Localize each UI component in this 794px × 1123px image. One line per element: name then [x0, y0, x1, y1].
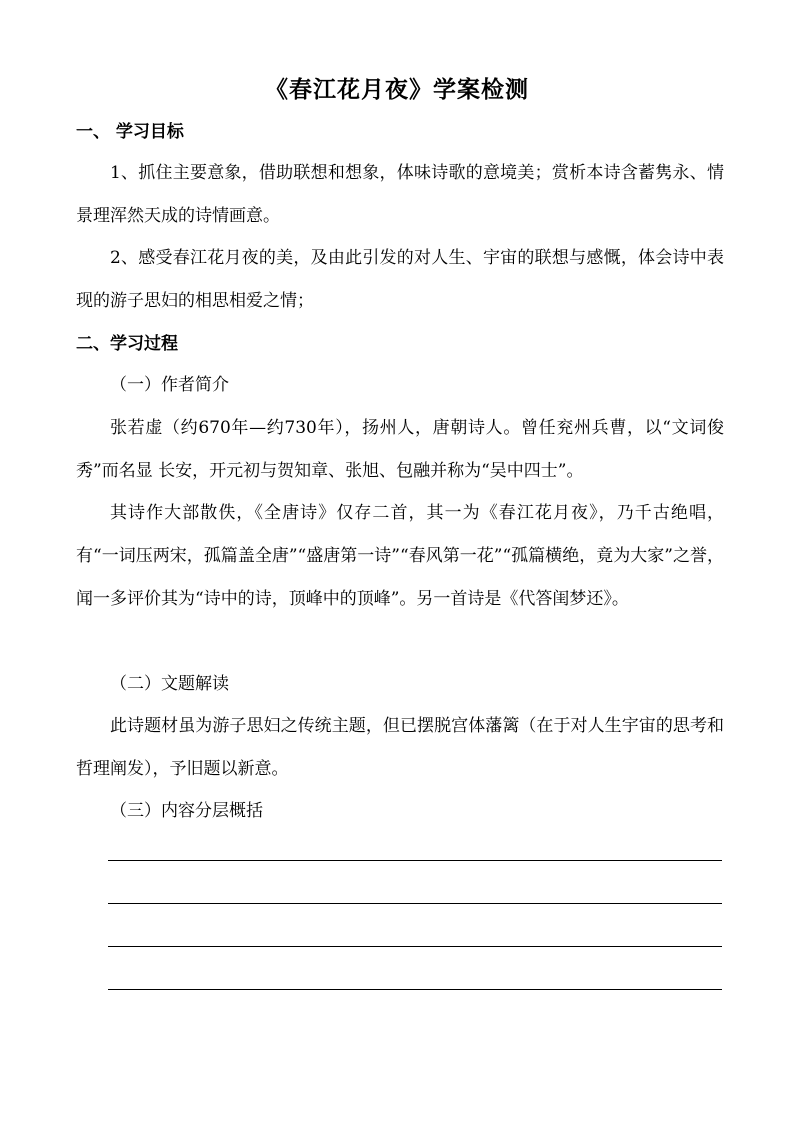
document-title: 《春江花月夜》学案检测: [265, 76, 529, 103]
section-heading-learning-process: 二、学习过程: [76, 334, 178, 354]
title-interpretation-paragraph: 此诗题材虽为游子思妇之传统主题，但已摆脱宫体藩篱（在于对人生宇宙的思考和哲理阐发），予旧题以新意。: [76, 716, 724, 779]
section-heading-learning-goals: 一、 学习目标: [76, 122, 184, 142]
author-intro-paragraph-2: 其诗作大部散佚，《全唐诗》仅存二首，其一为《春江花月夜》，乃千古绝唱，有“一词压两宋，孤篇盖全唐”“盛唐第一诗”“春风第一花”“孤篇横绝，竟为大家”之誉，闻一多评价其为“诗中的诗，顶峰中的顶峰”。另一首诗是《代答闺梦还》。: [76, 503, 724, 609]
subheading-author-intro: （一）作者简介: [110, 375, 229, 395]
answer-line: [108, 946, 722, 947]
subheading-content-summary: （三）内容分层概括: [110, 801, 263, 821]
author-intro-paragraph-1: 张若虚（约670年—约730年），扬州人，唐朝诗人。曾任兖州兵曹，以“文词俊秀”而名显 长安，开元初与贺知章、张旭、包融并称为“吴中四士”。: [76, 418, 724, 481]
learning-goal-2: 2、感受春江花月夜的美，及由此引发的对人生、宇宙的联想与感慨，体会诗中表现的游子思妇的相思相爱之情；: [76, 248, 724, 311]
answer-line: [108, 860, 722, 861]
learning-goal-1: 1、抓住主要意象，借助联想和想象，体味诗歌的意境美；赏析本诗含蓄隽永、情景理浑然天成的诗情画意。: [76, 163, 724, 226]
subheading-title-interpretation: （二）文题解读: [110, 674, 229, 694]
answer-line: [108, 989, 722, 990]
answer-line: [108, 903, 722, 904]
